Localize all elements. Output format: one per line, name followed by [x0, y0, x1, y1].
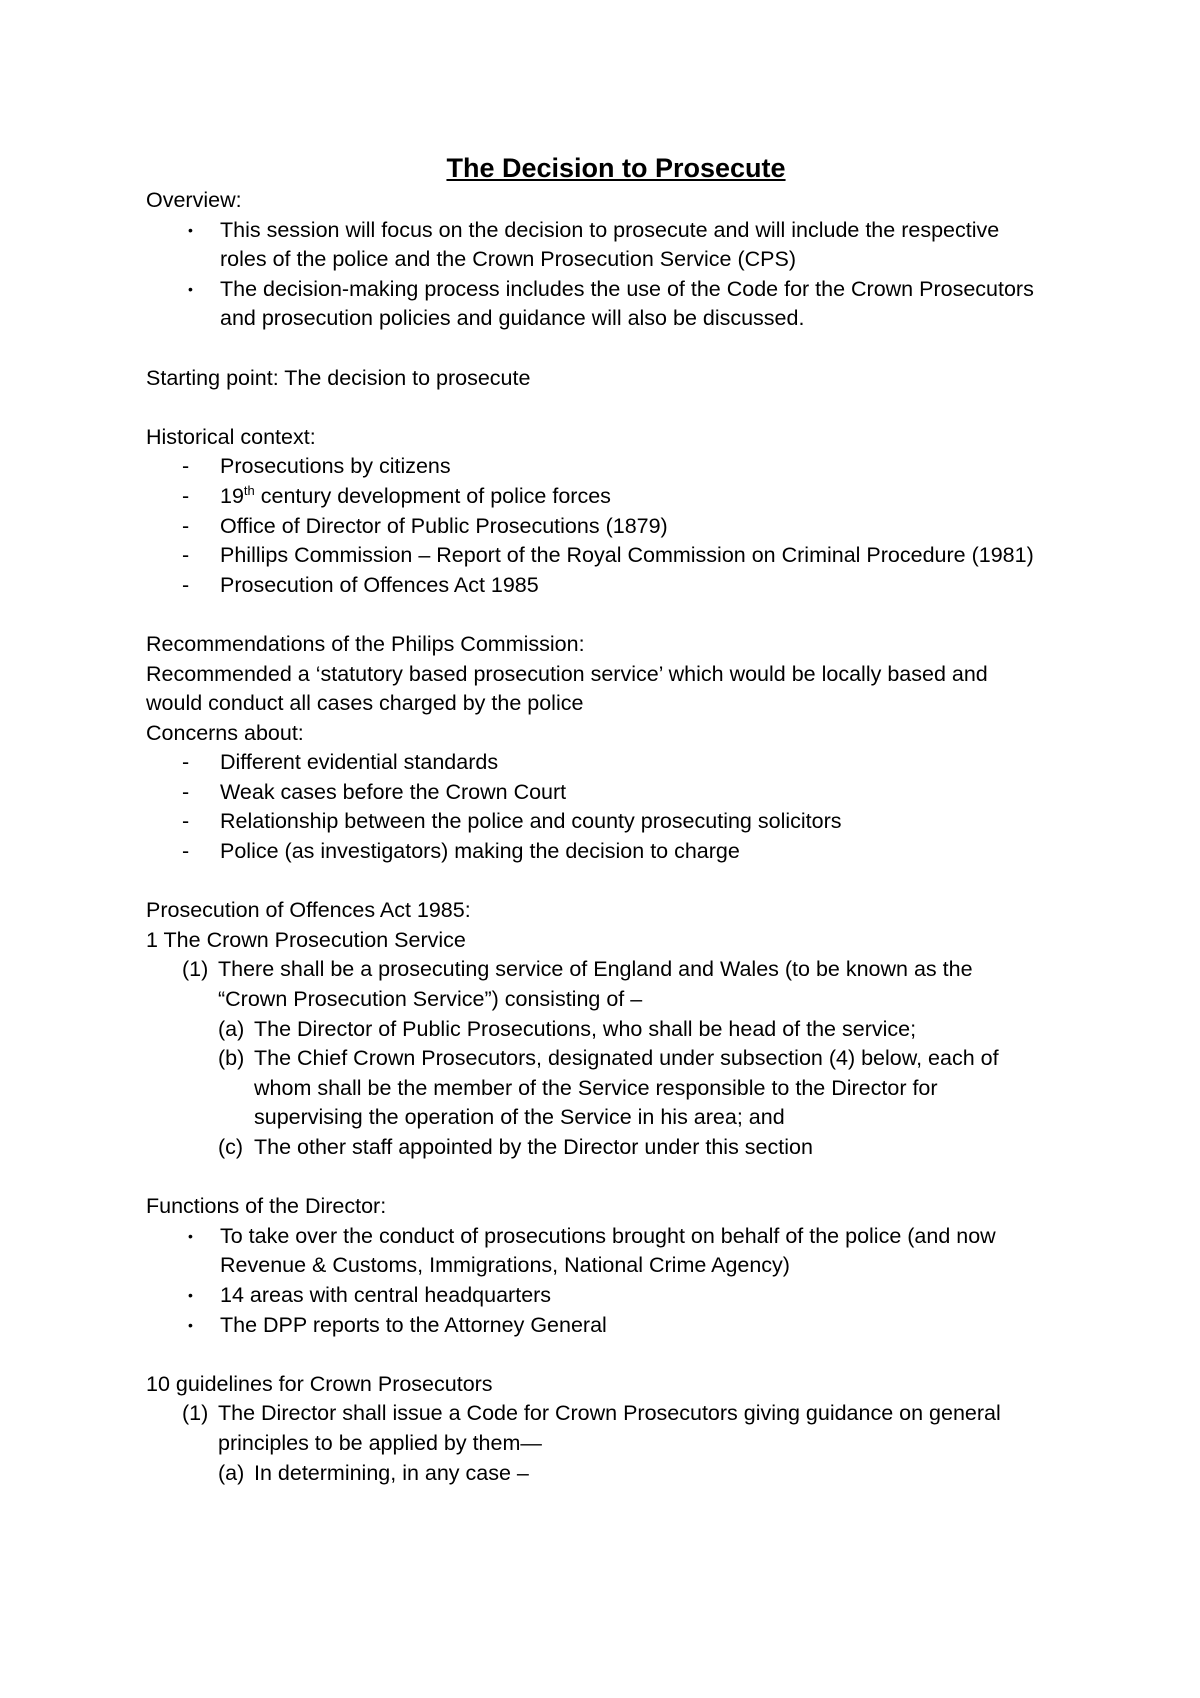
dash-marker: - — [182, 543, 190, 568]
list-item-text: century development of police forces — [254, 483, 611, 508]
dash-marker: - — [182, 839, 190, 864]
clause-text: The other staff appointed by the Director under this section — [254, 1135, 813, 1159]
list-item-continuation: roles of the police and the Crown Prosecution Service (CPS) — [220, 247, 796, 272]
concerns-dash-list — [146, 748, 1086, 866]
recommendations-heading: Recommendations of the Philips Commission: — [146, 631, 585, 656]
clause-label: (c) — [218, 1135, 244, 1159]
recommendations-text: would conduct all cases charged by the police — [146, 691, 584, 716]
bullet-icon: • — [188, 1286, 193, 1303]
subsection-number: (1) — [182, 1401, 209, 1426]
clause-c — [146, 1133, 1086, 1163]
historical-heading: Historical context: — [146, 424, 316, 449]
bullet-icon: • — [188, 221, 193, 238]
list-item-text: 14 areas with central headquarters — [220, 1282, 552, 1307]
clause-continuation: whom shall be the member of the Service responsible to the Director for — [254, 1075, 938, 1100]
list-item — [146, 482, 1086, 512]
overview-bullet-list — [146, 216, 1086, 334]
act-heading: Prosecution of Offences Act 1985: — [146, 898, 471, 923]
list-item-text-number: 19 — [220, 483, 244, 508]
subsection-text: The Director shall issue a Code for Crown Prosecutors giving guidance on general — [218, 1401, 1001, 1426]
list-item-continuation: and prosecution policies and guidance will also be discussed. — [220, 306, 805, 331]
list-item-text: Relationship between the police and county prosecuting solicitors — [220, 809, 842, 834]
list-item-text: Weak cases before the Crown Court — [220, 779, 567, 804]
clause-b — [146, 1044, 1086, 1074]
clause-label: (a) — [218, 1016, 245, 1041]
list-item-text: Phillips Commission – Report of the Royal Commission on Criminal Procedure (1981) — [220, 543, 1034, 568]
subsection-number: (1) — [182, 957, 209, 982]
overview-heading: Overview: — [146, 188, 242, 212]
concerns-heading: Concerns about: — [146, 720, 304, 745]
clause-a — [146, 1459, 1086, 1489]
subsection — [146, 1399, 1086, 1429]
list-item-text: Prosecutions by citizens — [220, 454, 451, 479]
recommendations-text: Recommended a ‘statutory based prosecution service’ which would be locally based and — [146, 661, 988, 686]
bullet-icon: • — [188, 280, 193, 297]
list-item-text: Prosecution of Offences Act 1985 — [220, 572, 539, 597]
clause-label: (a) — [218, 1460, 245, 1485]
list-item-text: The DPP reports to the Attorney General — [220, 1312, 607, 1337]
historical-dash-list — [146, 452, 1086, 600]
dash-marker: - — [182, 572, 190, 597]
list-item — [146, 1311, 1086, 1341]
superscript: th — [243, 482, 255, 498]
clause-text: In determining, in any case – — [254, 1460, 529, 1485]
subsection — [146, 955, 1086, 985]
act-section-title: 1 The Crown Prosecution Service — [146, 927, 466, 952]
subsection-continuation: principles to be applied by them— — [218, 1430, 542, 1455]
functions-bullet-list — [146, 1222, 1086, 1340]
dash-marker: - — [182, 809, 190, 834]
list-item — [146, 452, 1086, 482]
list-item — [146, 748, 1086, 778]
dash-marker: - — [182, 483, 190, 508]
list-item — [146, 275, 1086, 305]
clause-text: The Director of Public Prosecutions, who shall be head of the service; — [254, 1016, 917, 1041]
list-item — [146, 1222, 1086, 1252]
clause-a — [146, 1015, 1086, 1045]
list-item — [146, 807, 1086, 837]
bullet-icon: • — [188, 1227, 193, 1244]
list-item — [146, 837, 1086, 867]
list-item-continuation: Revenue & Customs, Immigrations, National Crime Agency) — [220, 1253, 790, 1278]
list-item-text: To take over the conduct of prosecutions brought on behalf of the police (and now — [220, 1223, 996, 1248]
list-item-text: Office of Director of Public Prosecutions (1879) — [220, 513, 668, 538]
starting-point: Starting point: The decision to prosecute — [146, 365, 531, 390]
list-item — [146, 216, 1086, 246]
page-title: The Decision to Prosecute — [446, 153, 786, 183]
list-item-text: Different evidential standards — [220, 750, 499, 775]
subsection-text: There shall be a prosecuting service of England and Wales (to be known as the — [218, 957, 973, 982]
list-item — [146, 571, 1086, 601]
dash-marker: - — [182, 750, 190, 775]
list-item-text: This session will focus on the decision to prosecute and will include the respective — [220, 217, 1000, 242]
list-item — [146, 541, 1086, 571]
list-item-text: The decision-making process includes the use of the Code for the Crown Prosecutors — [220, 276, 1034, 301]
document-body — [146, 150, 1086, 1488]
clause-continuation: supervising the operation of the Service in his area; and — [254, 1105, 785, 1130]
dash-marker: - — [182, 513, 190, 538]
dash-marker: - — [182, 779, 190, 804]
list-item — [146, 512, 1086, 542]
list-item-text: Police (as investigators) making the decision to charge — [220, 839, 740, 864]
subsection-continuation: “Crown Prosecution Service”) consisting of – — [218, 987, 643, 1012]
dash-marker: - — [182, 454, 190, 479]
clause-text: The Chief Crown Prosecutors, designated under subsection (4) below, each of — [254, 1046, 999, 1071]
functions-heading: Functions of the Director: — [146, 1194, 387, 1219]
guidelines-heading: 10 guidelines for Crown Prosecutors — [146, 1371, 493, 1396]
list-item — [146, 778, 1086, 808]
clause-label: (b) — [218, 1046, 245, 1071]
bullet-icon: • — [188, 1316, 193, 1333]
list-item — [146, 1281, 1086, 1311]
